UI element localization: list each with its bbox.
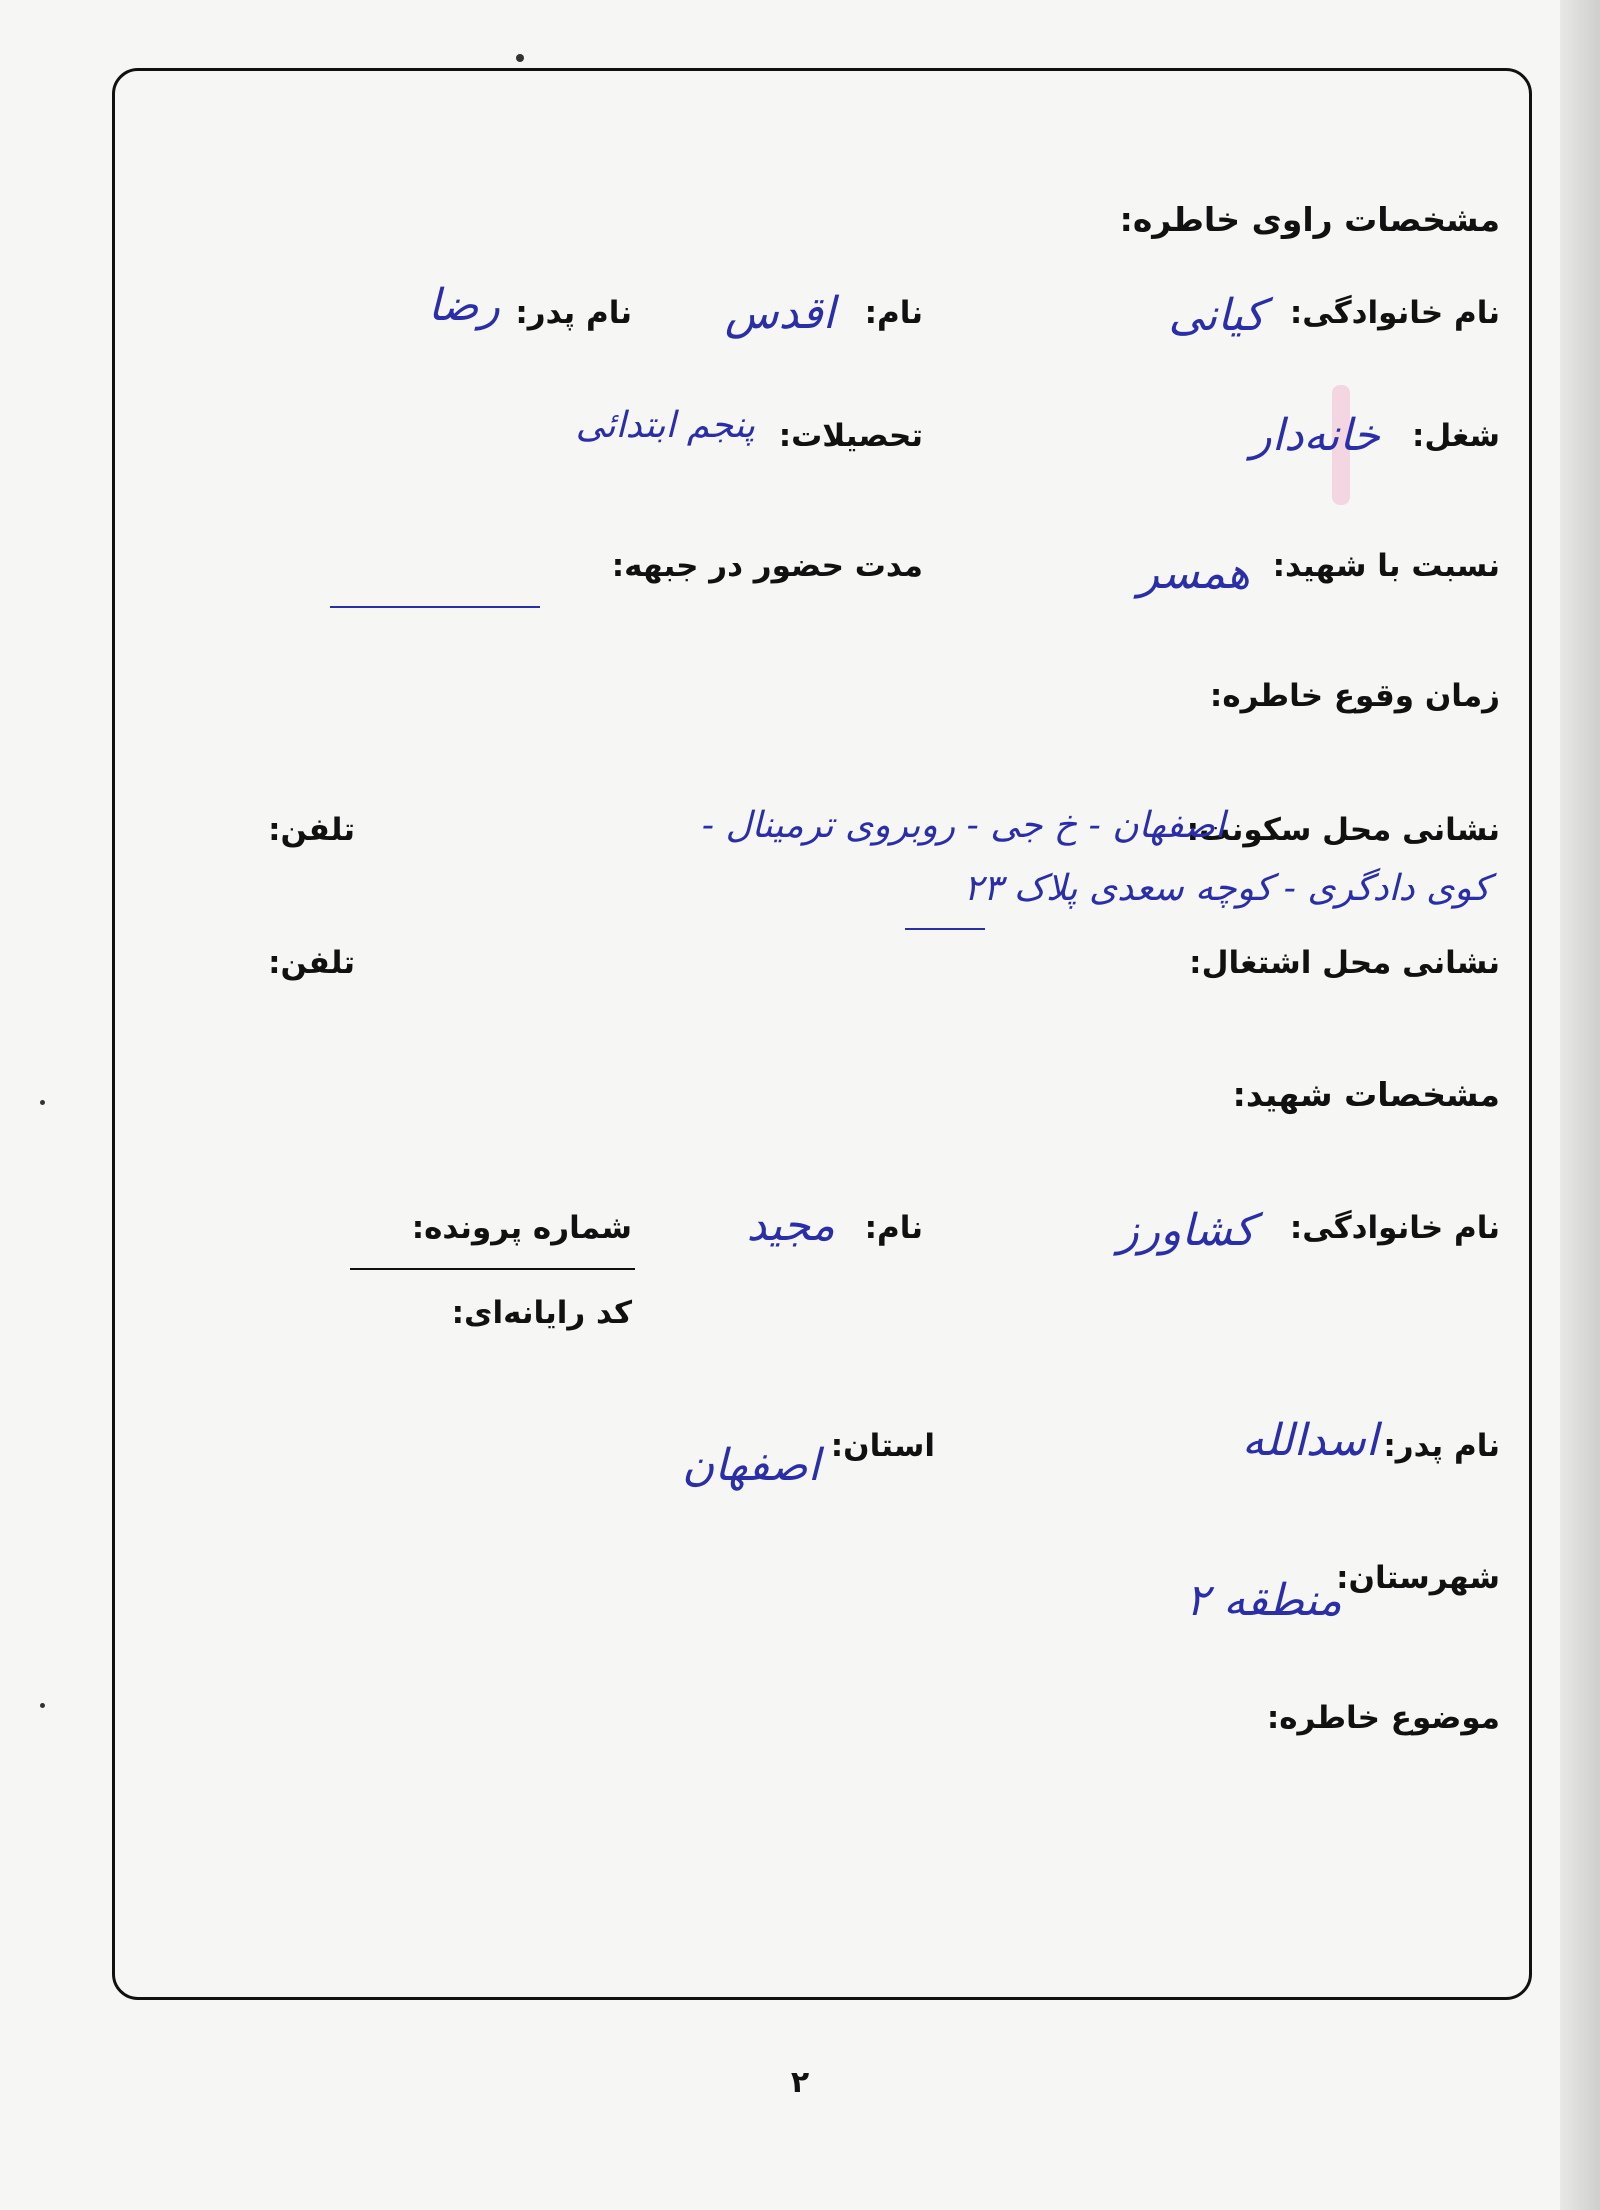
work-phone-label: تلفن: — [268, 945, 355, 981]
home-phone-label: تلفن: — [268, 812, 355, 848]
narrator-heading: مشخصات راوی خاطره: — [1119, 200, 1500, 239]
home-address-line2: کوی دادگری - کوچه سعدی پلاک ۲۳ — [963, 868, 1490, 909]
margin-dot — [40, 1100, 45, 1105]
city-label: شهرستان: — [1336, 1560, 1500, 1596]
city-value: منطقه ۲ — [1185, 1575, 1342, 1626]
province-value: اصفهان — [682, 1440, 820, 1491]
narrator-family-name-label: نام خانوادگی: — [1289, 295, 1500, 331]
front-duration-line — [330, 606, 540, 608]
memory-time-label: زمان وقوع خاطره: — [1209, 678, 1500, 714]
work-address-label: نشانی محل اشتغال: — [1189, 945, 1500, 981]
page-number: ۲ — [790, 2065, 810, 2100]
martyr-first-name-label: نام: — [864, 1210, 923, 1246]
front-duration-label: مدت حضور در جبهه: — [611, 548, 923, 584]
home-address-line1: اصفهان - خ جی - روبروی ترمینال - — [701, 805, 1225, 846]
file-number-label: شماره پرونده: — [411, 1210, 632, 1246]
computer-code-label: کد رایانه‌ای: — [451, 1295, 632, 1331]
home-address-label: نشانی محل سکونت: — [1186, 812, 1500, 848]
file-number-line — [350, 1268, 635, 1270]
margin-dot — [40, 1703, 45, 1708]
martyr-family-name-label: نام خانوادگی: — [1289, 1210, 1500, 1246]
plate-underline — [905, 928, 985, 930]
occupation-label: شغل: — [1411, 418, 1500, 454]
narrator-father-name-label: نام پدر: — [515, 295, 632, 331]
narrator-first-name-value: اقدس — [724, 288, 835, 339]
martyr-father-name-label: نام پدر: — [1383, 1428, 1500, 1464]
martyr-father-name-value: اسدالله — [1242, 1415, 1378, 1466]
relation-value: همسر — [1137, 548, 1250, 599]
punch-dot — [516, 54, 524, 62]
education-label: تحصیلات: — [778, 418, 923, 454]
page-edge — [1560, 0, 1600, 2210]
martyr-family-name-value: کشاورز — [1117, 1205, 1255, 1256]
martyr-first-name-value: مجید — [746, 1200, 835, 1251]
memory-subject-label: موضوع خاطره: — [1266, 1700, 1500, 1736]
education-value: پنجم ابتدائی — [575, 405, 755, 446]
narrator-first-name-label: نام: — [864, 295, 923, 331]
narrator-family-name-value: کیانی — [1168, 290, 1265, 341]
narrator-father-name-value: رضا — [427, 280, 500, 331]
relation-label: نسبت با شهید: — [1272, 548, 1500, 584]
province-label: استان: — [830, 1428, 935, 1464]
martyr-heading: مشخصات شهید: — [1232, 1075, 1500, 1114]
occupation-value: خانه‌دار — [1250, 410, 1380, 461]
